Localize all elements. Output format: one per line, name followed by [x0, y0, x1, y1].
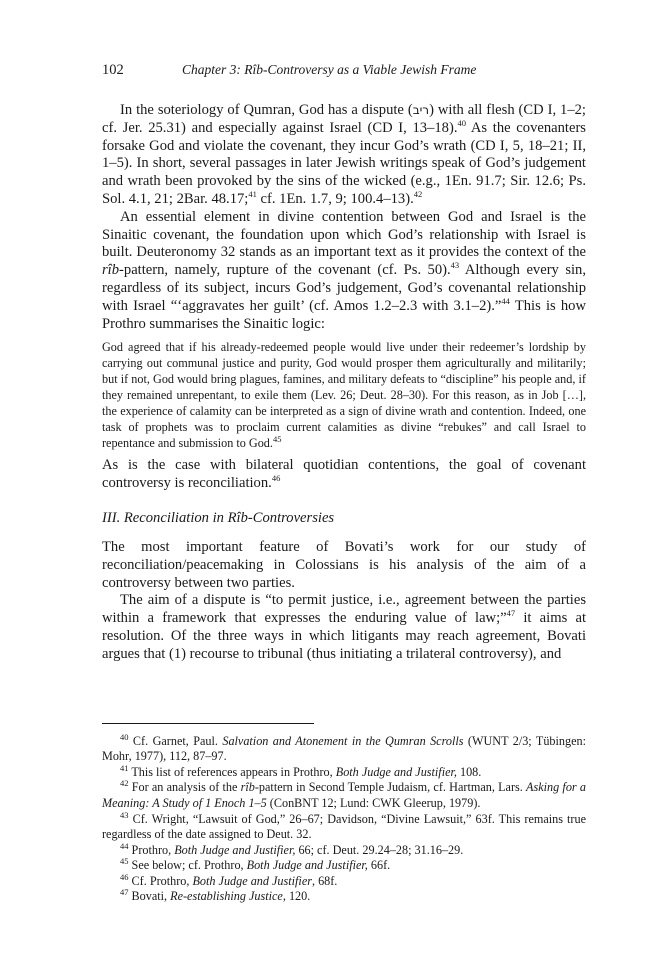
page-number: 102	[102, 62, 124, 78]
text-run: (WUNT 2/3; Tübingen: Mohr, 1977), 112, 87–97.	[102, 733, 586, 764]
text-run: (ConBNT 12; Lund: CWK Gleerup, 1979).	[266, 795, 481, 810]
paragraph-5	[102, 592, 586, 663]
footnote-number: 45	[120, 856, 129, 867]
text-run: ) with all flesh (CD I, 1–2; cf. Jer. 25.31) and especially against Israel (CD I, 13–18).	[102, 102, 586, 136]
footnote-ref-45[interactable]: 45	[272, 434, 282, 445]
book-title: Asking for a Meaning: A Study of 1 Enoch 1–5	[102, 780, 586, 810]
text-run: -pattern in Second Temple Judaism, cf. Hartman, Lars.	[254, 780, 527, 795]
text-run: , 120.	[282, 889, 311, 904]
text-run: This list of references appears in Prothro,	[131, 764, 336, 779]
book-title: Both Judge and Justifier	[192, 873, 312, 888]
paragraph-1	[102, 102, 586, 209]
text-run: cf. 1En. 1.7, 9; 100.4–13).	[256, 190, 414, 207]
quote-text: God agreed that if his already-redeemed people would live under their redeemer’s lordship by carrying out communal justice and purity, God would prosper them agriculturally and militarily; but if not, God would bring plagues, famines, and military defeats to “discipline” his people and, if they remained unrepentant, to exile them (Lev. 26; Deut. 28–30). For this reason, as in Job […], the experience of calamity can be interpreted as a sign of divine wrath and contention. Indeed, one task of prophets was to proclaim current calamities as divine “rebukes” and call Israel to repentance and submission to God.	[102, 340, 586, 451]
text-run: -pattern, namely, rupture of the covenant (cf. Ps. 50).	[119, 262, 451, 279]
book-title: Both Judge and Justifier,	[246, 858, 368, 873]
text-run: For an analysis of the	[131, 780, 241, 795]
footnote-number: 46	[120, 871, 129, 882]
text-run: Prothro,	[131, 842, 175, 857]
footnote-ref-46[interactable]: 46	[271, 473, 281, 484]
text-run: See below; cf. Prothro,	[131, 858, 247, 873]
section-heading: III. Reconciliation in Rîb-Controversies	[102, 509, 335, 526]
text-run: The aim of a dispute is “to permit justice, i.e., agreement between the parties within a framework that expresses the enduring value of law;”	[102, 592, 586, 627]
book-title: Both Judge and Justifier,	[335, 764, 457, 779]
footnotes	[102, 731, 586, 906]
book-title: Re-establishing Justice	[170, 889, 283, 904]
footnote-ref-40[interactable]: 40	[457, 117, 466, 128]
book-title: Salvation and Atonement in the Qumran Scrolls	[222, 733, 464, 748]
text-run: 108.	[456, 764, 482, 779]
footnote-47	[102, 889, 586, 905]
text-run: An essential element in divine contention between God and Israel is the Sinaitic covenant, the foundation upon which God’s relationship with Israel is built. Deuteronomy 32 stands as an important text as it provides the context of the	[102, 208, 586, 261]
text-run: As is the case with bilateral quotidian contentions, the goal of covenant controversy is reconciliation.	[102, 457, 586, 492]
text-run: Bovati,	[131, 889, 171, 904]
italic-term: rîb	[240, 780, 255, 795]
text-run: , 68f.	[311, 873, 338, 888]
footnote-number: 41	[120, 762, 129, 773]
text-run: In the soteriology of Qumran, God has a dispute (	[120, 102, 413, 118]
text-run: Cf. Prothro,	[131, 873, 193, 888]
paragraph-4: The most important feature of Bovati’s work for our study of reconciliation/peacemaking in Colossians is his analysis of the aim of a controversy between two parties.	[102, 538, 586, 591]
footnote-number: 47	[120, 887, 129, 898]
hebrew-word: ריב	[412, 103, 430, 117]
running-title: Chapter 3: Rîb-Controversy as a Viable Jewish Frame	[182, 62, 477, 77]
footnote-40	[102, 731, 586, 765]
footnote-number: 40	[120, 731, 129, 742]
footnote-41	[102, 762, 586, 781]
footnote-ref-47[interactable]: 47	[506, 608, 516, 619]
footnote-42	[102, 780, 586, 811]
footnote-number: 42	[120, 778, 129, 789]
footnote-ref-44[interactable]: 44	[501, 295, 510, 306]
text-run: As the covenanters forsake God and violate the covenant, they incur God’s wrath (CD I, 5, 18–21; II, 1–5). In short, several passages in later Jewish writings speak of God’s judgement and wrath been provoked by the sins of the wicked (e.g., 1En. 91.7; Sir. 12.6; Ps. Sol. 4.1, 21; 2Bar. 48.17;	[102, 119, 586, 207]
footnote-ref-42[interactable]: 42	[413, 189, 423, 200]
footnote-number: 44	[120, 840, 129, 851]
block-quote	[102, 339, 586, 451]
text-run: This is how Prothro summarises the Sinaitic logic:	[102, 297, 586, 332]
footnote-number: 43	[120, 809, 129, 820]
main-text	[102, 102, 586, 664]
text-run: it aims at resolution. Of the three ways in which litigants may reach agreement, Bovati argues that (1) recourse to tribunal (thus initiating a trilateral controversy), and	[102, 610, 586, 662]
text-run: Cf. Wright, “Lawsuit of God,” 26–67; Davidson, “Divine Lawsuit,” 63f. This remains true regardless of the date assigned to Deut. 32.	[102, 811, 586, 842]
footnote-rule	[102, 723, 314, 724]
paragraph-2	[102, 209, 586, 334]
text-run: Cf. Garnet, Paul.	[132, 733, 223, 748]
book-title: Both Judge and Justifier,	[174, 842, 296, 857]
text-run: 66; cf. Deut. 29.24–28; 31.16–29.	[295, 842, 464, 857]
footnote-43	[102, 809, 586, 843]
footnote-46	[102, 871, 586, 890]
book-page	[102, 62, 586, 905]
footnote-44	[102, 840, 586, 859]
italic-term: rîb	[102, 262, 120, 279]
text-run: 66f.	[367, 858, 391, 873]
footnote-ref-41[interactable]: 41	[248, 189, 257, 200]
text-run: Although every sin, regardless of its subject, incurs God’s judgement, God’s covenantal relationship with Israel “‘aggravates her guilt’ (cf. Amos 1.2–2.3 with 3.1–2).”	[102, 262, 586, 314]
footnote-ref-43[interactable]: 43	[450, 260, 460, 271]
footnote-45	[102, 858, 586, 874]
page-header	[102, 62, 586, 84]
paragraph-3	[102, 457, 586, 493]
